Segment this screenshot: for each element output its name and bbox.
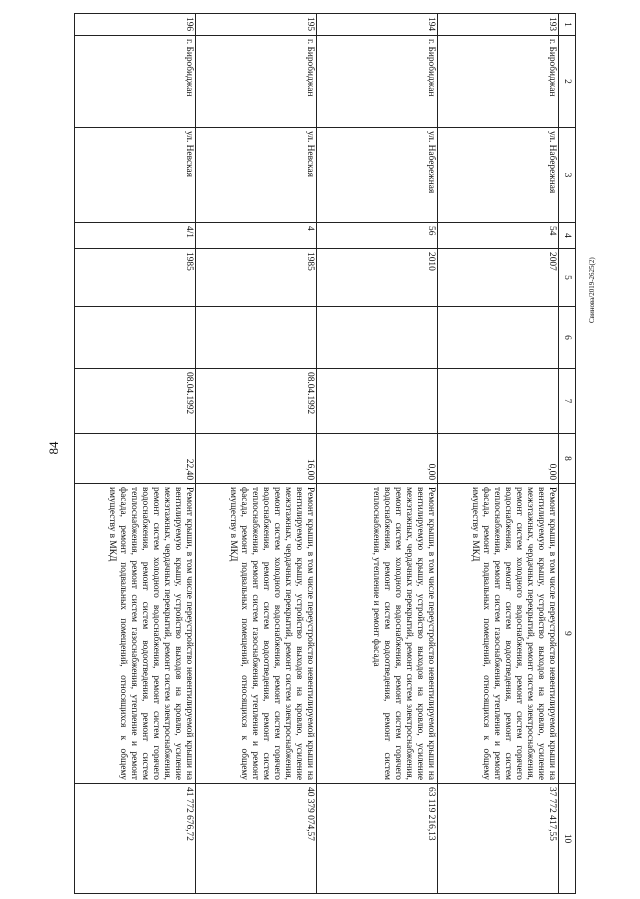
col-header-10: 10 [559,784,576,894]
rotated-table-container [88,13,576,893]
city-cell: г. Биробиджан [438,36,559,128]
date-cell: 08.04.1992 [196,369,317,434]
row-number: 195 [196,14,317,36]
table-row [317,14,438,894]
col8-cell: 0,00 [438,434,559,484]
table-row [196,14,317,894]
col6-cell [196,307,317,369]
city-cell: г. Биробиджан [75,36,196,128]
sum-cell: 37 772 417,55 [438,784,559,894]
row-number: 196 [75,14,196,36]
footer-note-text: Свинова/2019-2625(2) [588,257,596,323]
house-cell: 4/1 [75,223,196,249]
footer-note [588,228,602,323]
col-header-5: 5 [559,249,576,307]
col-header-4: 4 [559,223,576,249]
capital-repair-table [74,13,576,894]
sum-cell: 40 379 074,57 [196,784,317,894]
city-cell: г. Биробиджан [317,36,438,128]
col8-cell: 22,40 [75,434,196,484]
col6-cell [75,307,196,369]
row-number: 193 [438,14,559,36]
city-cell: г. Биробиджан [196,36,317,128]
sum-cell: 41 772 676,72 [75,784,196,894]
col6-cell [438,307,559,369]
col-header-8: 8 [559,434,576,484]
year-cell: 1985 [196,249,317,307]
col-header-7: 7 [559,369,576,434]
works-description-cell: Ремонт крыши, в том числе переустройство невентилируемой крыши на вентилируемую крышу, устройство выходов на кровлю, усиление межэтажных, чердачных перекрытий, ремонт систем электроснабжения, ремонт систем холодного водоснабжения, ремонт систем горячего водоснабжения, ремонт систем водоотведения, ремонт систем теплоснабжения, ремонт систем газоснабжения, утепление и ремонт фасада, ремонт подвальных помещений, относящихся к общему имуществу в МКД [75,484,196,784]
table-row [75,14,196,894]
col-header-2: 2 [559,36,576,128]
col8-cell: 0,00 [317,434,438,484]
col8-cell: 16,00 [196,434,317,484]
date-cell [317,369,438,434]
year-cell: 2010 [317,249,438,307]
header-row [559,14,576,894]
col-header-1: 1 [559,14,576,36]
year-cell: 1985 [75,249,196,307]
year-cell: 2007 [438,249,559,307]
col-header-3: 3 [559,128,576,223]
row-number: 194 [317,14,438,36]
works-description-cell: Ремонт крыши, в том числе переустройство невентилируемой крыши на вентилируемую крышу, устройство выходов на кровлю, усиление межэтажных, чердачных перекрытий, ремонт систем электроснабжения, ремонт систем холодного водоснабжения, ремонт систем горячего водоснабжения, ремонт систем водоотведения, ремонт систем теплоснабжения, ремонт систем газоснабжения, утепление и ремонт фасада, ремонт подвальных помещений, относящихся к общему имуществу в МКД [196,484,317,784]
col6-cell [317,307,438,369]
page-number: 84 [46,441,61,455]
street-cell: ул. Набережная [317,128,438,223]
date-cell [438,369,559,434]
table-row [438,14,559,894]
street-cell: ул. Набережная [438,128,559,223]
works-description-cell: Ремонт крыши, в том числе переустройство невентилируемой крыши на вентилируемую крышу, устройство выходов на кровлю, усиление межэтажных, чердачных перекрытий, ремонт систем электроснабжения, ремонт систем холодного водоснабжения, ремонт систем горячего водоснабжения, ремонт систем водоотведения, ремонт систем теплоснабжения, ремонт систем газоснабжения, утепление и ремонт фасада, ремонт подвальных помещений, относящихся к общему имуществу в МКД [438,484,559,784]
sum-cell: 63 119 216,13 [317,784,438,894]
col-header-6: 6 [559,307,576,369]
house-cell: 4 [196,223,317,249]
street-cell: ул. Невская [75,128,196,223]
house-cell: 54 [438,223,559,249]
works-description-cell: Ремонт крыши, в том числе переустройство невентилируемой крыши на вентилируемую крышу, устройство выходов на кровлю, усиление межэтажных, чердачных перекрытий, ремонт систем электроснабжения, ремонт систем холодного водоснабжения, ремонт систем горячего водоснабжения, ремонт систем водоотведения, ремонт систем теплоснабжения, утепление и ремонт фасада [317,484,438,784]
street-cell: ул. Невская [196,128,317,223]
col-header-9: 9 [559,484,576,784]
date-cell: 08.04.1992 [75,369,196,434]
house-cell: 56 [317,223,438,249]
